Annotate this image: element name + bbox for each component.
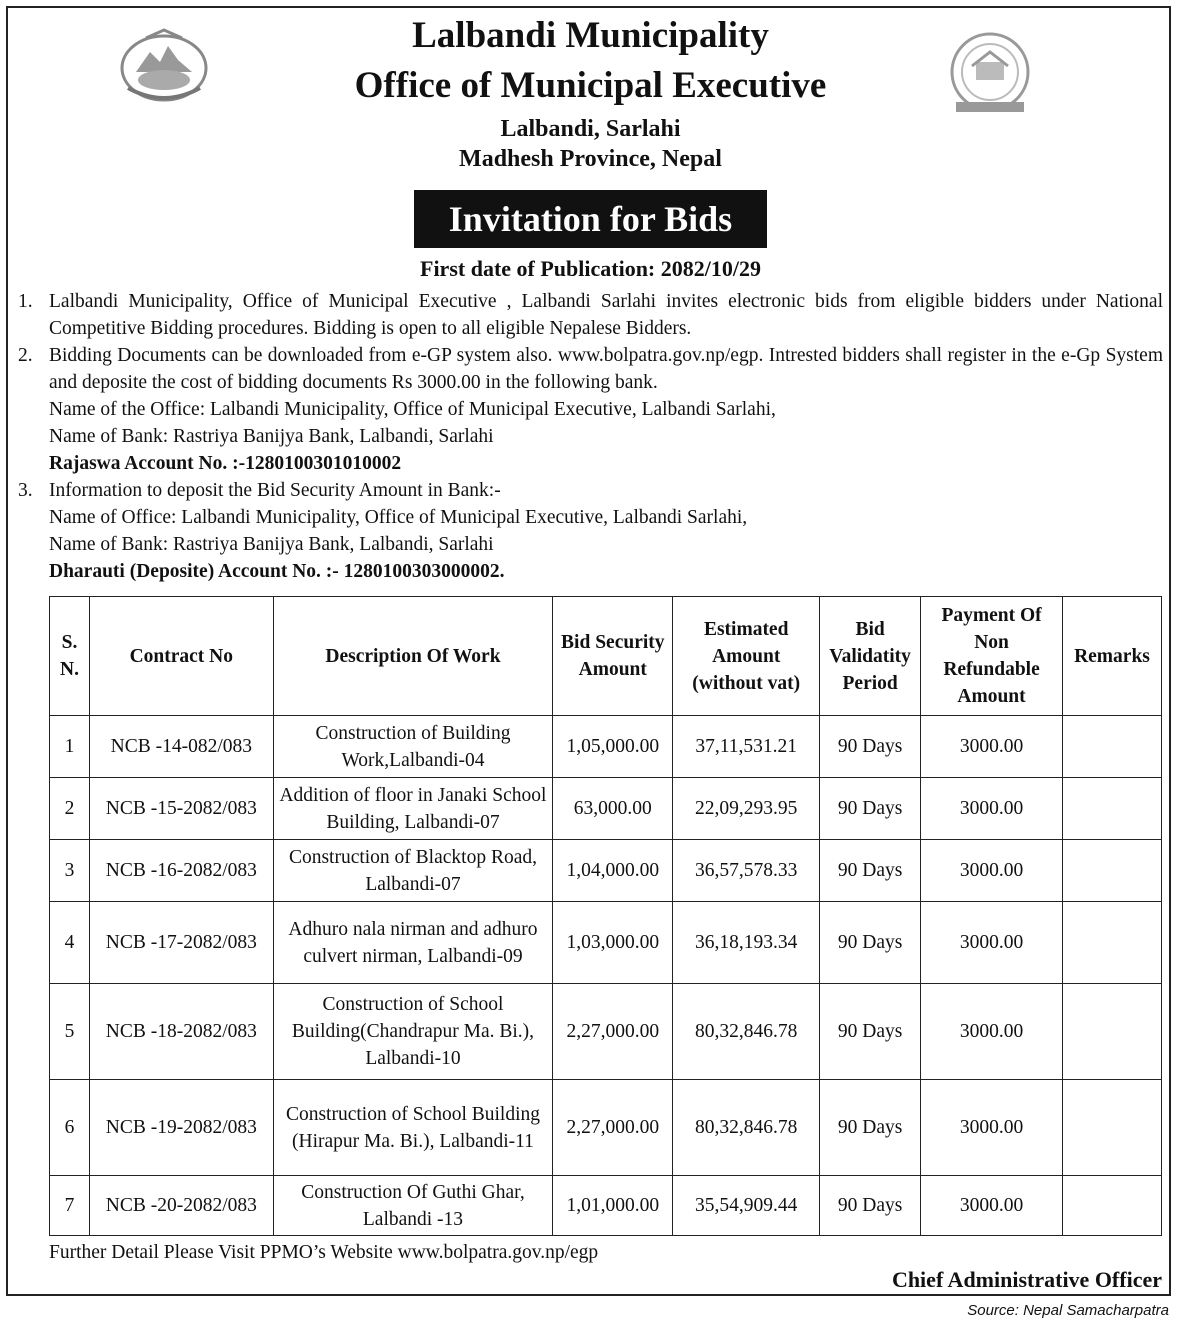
office-name-line: Name of Office: Lalbandi Municipality, Office of Municipal Executive, Lalbandi Sarlahi,	[49, 507, 748, 528]
cell-payment: 3000.00	[921, 902, 1063, 984]
cell-validity: 90 Days	[820, 984, 921, 1080]
item-text: Lalbandi Municipality, Office of Municipal Executive , Lalbandi Sarlahi invites electronic bids from eligible bidders under National Competitive Bidding procedures. Bidding is open to all eligible Nepalese Bidders.	[49, 291, 1163, 339]
source-credit: Source: Nepal Samacharpatra	[967, 1302, 1169, 1319]
col-contract-no: Contract No	[89, 597, 273, 716]
bids-table	[49, 596, 1162, 1236]
cell-bid-security: 1,01,000.00	[553, 1176, 673, 1236]
col-description: Description Of Work	[273, 597, 553, 716]
table-row	[50, 902, 1162, 984]
table-row	[50, 716, 1162, 778]
dharauti-account: Dharauti (Deposite) Account No. :- 1280100303000002.	[49, 561, 505, 582]
col-payment: Payment Of Non Refundable Amount	[921, 597, 1063, 716]
cell-payment: 3000.00	[921, 1080, 1063, 1176]
table-row	[50, 778, 1162, 840]
col-estimated-amount: Estimated Amount (without vat)	[673, 597, 820, 716]
cell-bid-security: 1,03,000.00	[553, 902, 673, 984]
cell-estimated-amount: 36,57,578.33	[673, 840, 820, 902]
item-number: 2.	[18, 345, 33, 366]
cell-description: Adhuro nala nirman and adhuro culvert nirman, Lalbandi-09	[273, 902, 553, 984]
cell-payment: 3000.00	[921, 716, 1063, 778]
notice-item-2	[18, 342, 1163, 477]
cell-validity: 90 Days	[820, 716, 921, 778]
col-bid-security: Bid Security Amount	[553, 597, 673, 716]
cell-contract-no: NCB -16-2082/083	[89, 840, 273, 902]
table-row	[50, 840, 1162, 902]
cell-description: Construction of School Building (Hirapur Ma. Bi.), Lalbandi-11	[273, 1080, 553, 1176]
cell-estimated-amount: 35,54,909.44	[673, 1176, 820, 1236]
cell-description: Construction Of Guthi Ghar, Lalbandi -13	[273, 1176, 553, 1236]
office-name: Office of Municipal Executive	[354, 65, 827, 106]
cell-validity: 90 Days	[820, 902, 921, 984]
cell-payment: 3000.00	[921, 840, 1063, 902]
cell-description: Construction of Building Work,Lalbandi-04	[273, 716, 553, 778]
table-header-row	[50, 597, 1162, 716]
cell-contract-no: NCB -15-2082/083	[89, 778, 273, 840]
cell-payment: 3000.00	[921, 778, 1063, 840]
cell-contract-no: NCB -14-082/083	[89, 716, 273, 778]
cell-bid-security: 63,000.00	[553, 778, 673, 840]
cell-sn: 7	[50, 1176, 90, 1236]
cell-estimated-amount: 37,11,531.21	[673, 716, 820, 778]
cell-bid-security: 1,05,000.00	[553, 716, 673, 778]
col-validity: Bid Validatity Period	[820, 597, 921, 716]
item-number: 3.	[18, 480, 33, 501]
cell-sn: 4	[50, 902, 90, 984]
table-row	[50, 984, 1162, 1080]
cell-sn: 6	[50, 1080, 90, 1176]
cell-validity: 90 Days	[820, 1080, 921, 1176]
cell-validity: 90 Days	[820, 840, 921, 902]
cell-remarks	[1062, 840, 1161, 902]
cell-estimated-amount: 80,32,846.78	[673, 984, 820, 1080]
cell-sn: 1	[50, 716, 90, 778]
cell-sn: 5	[50, 984, 90, 1080]
table-row	[50, 1176, 1162, 1236]
table-row	[50, 1080, 1162, 1176]
cell-description: Construction of School Building(Chandrapur Ma. Bi.), Lalbandi-10	[273, 984, 553, 1080]
notice-title: Invitation for Bids	[414, 190, 767, 248]
cell-estimated-amount: 36,18,193.34	[673, 902, 820, 984]
office-location: Lalbandi, Sarlahi	[500, 116, 681, 142]
cell-contract-no: NCB -17-2082/083	[89, 902, 273, 984]
publication-date: First date of Publication: 2082/10/29	[420, 256, 761, 281]
bank-name-line: Name of Bank: Rastriya Banijya Bank, Lalbandi, Sarlahi	[49, 426, 494, 447]
cell-payment: 3000.00	[921, 984, 1063, 1080]
item-text: Information to deposit the Bid Security Amount in Bank:-	[49, 480, 501, 501]
col-remarks: Remarks	[1062, 597, 1161, 716]
cell-bid-security: 1,04,000.00	[553, 840, 673, 902]
cell-description: Construction of Blacktop Road, Lalbandi-07	[273, 840, 553, 902]
municipality-name: Lalbandi Municipality	[412, 15, 769, 56]
cell-estimated-amount: 22,09,293.95	[673, 778, 820, 840]
cell-contract-no: NCB -18-2082/083	[89, 984, 273, 1080]
cell-sn: 3	[50, 840, 90, 902]
cell-remarks	[1062, 902, 1161, 984]
bank-name-line: Name of Bank: Rastriya Banijya Bank, Lalbandi, Sarlahi	[49, 534, 494, 555]
cell-sn: 2	[50, 778, 90, 840]
cell-bid-security: 2,27,000.00	[553, 984, 673, 1080]
col-sn: S. N.	[50, 597, 90, 716]
cell-payment: 3000.00	[921, 1176, 1063, 1236]
cell-remarks	[1062, 984, 1161, 1080]
cell-description: Addition of floor in Janaki School Building, Lalbandi-07	[273, 778, 553, 840]
cell-validity: 90 Days	[820, 778, 921, 840]
cell-contract-no: NCB -19-2082/083	[89, 1080, 273, 1176]
cell-remarks	[1062, 778, 1161, 840]
cell-remarks	[1062, 1080, 1161, 1176]
cell-validity: 90 Days	[820, 1176, 921, 1236]
rajaswa-account: Rajaswa Account No. :-1280100301010002	[49, 453, 402, 474]
cell-remarks	[1062, 716, 1161, 778]
notice-item-1	[18, 288, 1163, 342]
notice-item-3	[18, 477, 1163, 585]
footer-note: Further Detail Please Visit PPMO’s Website www.bolpatra.gov.np/egp	[49, 1242, 599, 1263]
signature-title: Chief Administrative Officer	[891, 1267, 1162, 1292]
office-name-line: Name of the Office: Lalbandi Municipality, Office of Municipal Executive, Lalbandi Sarlahi,	[49, 399, 776, 420]
cell-remarks	[1062, 1176, 1161, 1236]
cell-bid-security: 2,27,000.00	[553, 1080, 673, 1176]
cell-estimated-amount: 80,32,846.78	[673, 1080, 820, 1176]
office-province: Madhesh Province, Nepal	[459, 146, 722, 172]
item-text: Bidding Documents can be downloaded from e-GP system also. www.bolpatra.gov.np/egp. Intrested bidders shall register in the e-Gp System and deposite the cost of bidding documents Rs 3000.00 in the following bank.	[49, 345, 1163, 393]
cell-contract-no: NCB -20-2082/083	[89, 1176, 273, 1236]
item-number: 1.	[18, 291, 33, 312]
